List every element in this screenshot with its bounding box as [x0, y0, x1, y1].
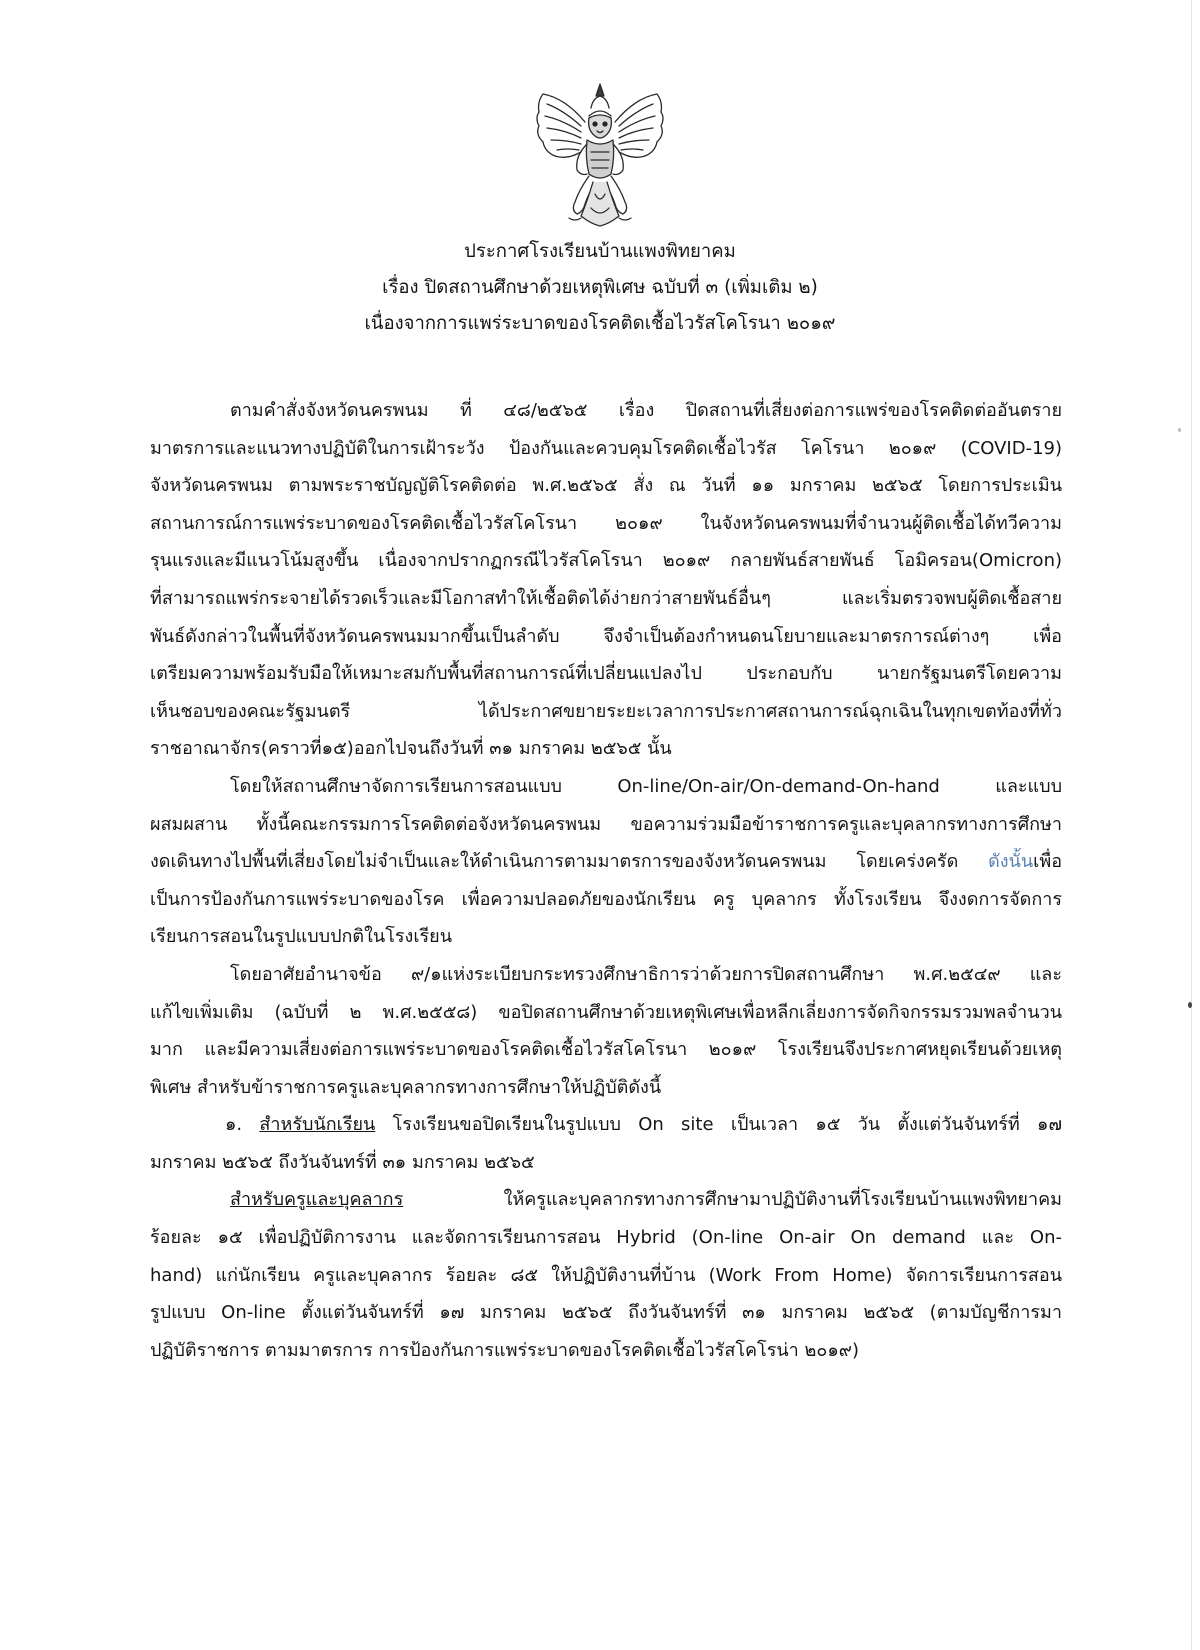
scan-speck [1188, 1002, 1192, 1008]
line-text: โรงเรียนขอปิดเรียนในรูปแบบ On site เป็นเวลา ๑๕ วัน ตั้งแต่วันจันทร์ที่ ๑๗ [375, 1114, 1062, 1136]
paragraph-line: โดยให้สถานศึกษาจัดการเรียนการสอนแบบ On-line/On-air/On-demand-On-hand และแบบ [230, 775, 1062, 797]
paragraph-line: ผสมผสาน ทั้งนี้คณะกรรมการโรคติดต่อจังหวัดนครพนม ขอความร่วมมือข้าราชการครูและบุคลากรทางการศึกษา [150, 813, 1062, 835]
students-item [150, 1106, 1062, 1144]
header-subject: เรื่อง ปิดสถานศึกษาด้วยเหตุพิเศษ ฉบับที่ ๓ (เพิ่มเติม ๒) [382, 277, 818, 298]
paragraph-line: สถานการณ์การแพร่ระบาดของโรคติดเชื้อไวรัสโคโรนา ๒๐๑๙ ในจังหวัดนครพนมที่จำนวนผู้ติดเชื้อได้ทวีความ [150, 512, 1062, 534]
paragraph-line: รุนแรงและมีแนวโน้มสูงขึ้น เนื่องจากปรากฏกรณีไวรัสโคโรนา ๒๐๑๙ กลายพันธ์สายพันธ์ โอมิครอน(Omicron) [150, 550, 1062, 572]
paragraph-line [150, 843, 1062, 881]
header-reason: เนื่องจากการแพร่ระบาดของโรคติดเชื้อไวรัสโคโรนา ๒๐๑๙ [364, 313, 836, 334]
paragraph-line: มาก และมีความเสี่ยงต่อการแพร่ระบาดของโรคติดเชื้อไวรัสโคโรนา ๒๐๑๙ โรงเรียนจึงประกาศหยุดเรียนด้วยเหตุ [150, 1039, 1062, 1061]
line-text: ให้ครูและบุคลากรทางการศึกษามาปฏิบัติงานที่โรงเรียนบ้านแพงพิทยาคม [403, 1189, 1062, 1211]
line-text: งดเดินทางไปพื้นที่เสี่ยงโดยไม่จำเป็นและให้ดำเนินการตามมาตรการของจังหวัดนครพนม โดยเคร่งครัด [150, 851, 989, 873]
highlighted-word: ดังนั้น [988, 851, 1034, 873]
paragraph-line: พันธ์ดังกล่าวในพื้นที่จังหวัดนครพนมมากขึ้นเป็นลำดับ จึงจำเป็นต้องกำหนดนโยบายและมาตรการณ์ต่างๆ เพื่อ [150, 625, 1062, 647]
paragraph-line: ที่สามารถแพร่กระจายได้รวดเร็วและมีโอกาสทำให้เชื้อติดได้ง่ายกว่าสายพันธ์อื่นๆ และเริ่มตรวจพบผู้ติดเชื้อสาย [150, 587, 1062, 609]
paragraph-line: ตามคำสั่งจังหวัดนครพนม ที่ ๔๘/๒๕๖๕ เรื่อง ปิดสถานที่เสี่ยงต่อการแพร่ของโรคติดต่ออันตราย [230, 400, 1062, 421]
paragraph-line: เตรียมความพร้อมรับมือให้เหมาะสมกับพื้นที่สถานการณ์ที่เปลี่ยนแปลงไป ประกอบกับ นายกรัฐมนตรีโดยความ [150, 663, 1062, 685]
item-number: ๑. [225, 1114, 260, 1136]
paragraph-line: ปฏิบัติราชการ ตามมาตรการ การป้องกันการแพร่ระบาดของโรคติดเชื้อไวรัสโคโรน่า ๒๐๑๙) [150, 1339, 859, 1361]
paragraph-line: มกราคม ๒๕๖๕ ถึงวันจันทร์ที่ ๓๑ มกราคม ๒๕๖๕ [150, 1151, 535, 1173]
paragraph-line: เรียนการสอนในรูปแบบปกติในโรงเรียน [150, 926, 452, 948]
paragraph-line: เป็นการป้องกันการแพร่ระบาดของโรค เพื่อความปลอดภัยของนักเรียน ครู บุคลากร ทั้งโรงเรียน จึงงดการจัดการ [150, 888, 1062, 910]
scan-edge [1191, 0, 1192, 1650]
line-text: เพื่อ [1033, 851, 1062, 873]
header-title: ประกาศโรงเรียนบ้านแพงพิทยาคม [464, 241, 736, 262]
teachers-item [150, 1181, 1062, 1219]
students-label: สำหรับนักเรียน [259, 1114, 376, 1136]
document-body [150, 392, 1062, 1369]
teachers-label: สำหรับครูและบุคลากร [230, 1189, 404, 1211]
scan-speck [1178, 428, 1181, 432]
paragraph-line: hand) แก่นักเรียน ครูและบุคลากร ร้อยละ ๘๕ ให้ปฏิบัติงานที่บ้าน (Work From Home) จัดการเรียนการสอน [150, 1264, 1062, 1286]
paragraph-line: โดยอาศัยอำนาจข้อ ๙/๑แห่งระเบียบกระทรวงศึกษาธิการว่าด้วยการปิดสถานศึกษา พ.ศ.๒๕๔๙ และ [230, 963, 1062, 985]
paragraph-line: ร้อยละ ๑๕ เพื่อปฏิบัติการงาน และจัดการเรียนการสอน Hybrid (On-line On-air On demand และ On- [150, 1227, 1062, 1249]
garuda-emblem-icon [525, 78, 675, 230]
paragraph-line: ราชอาณาจักร(คราวที่๑๕)ออกไปจนถึงวันที่ ๓๑ มกราคม ๒๕๖๕ นั้น [150, 738, 672, 760]
paragraph-line: พิเศษ สำหรับข้าราชการครูและบุคลากรทางการศึกษาให้ปฏิบัติดังนี้ [150, 1076, 662, 1098]
paragraph-line: มาตรการและแนวทางปฏิบัติในการเฝ้าระวัง ป้องกันและควบคุมโรคติดเชื้อไวรัส โคโรนา ๒๐๑๙ (COVID-19) [150, 437, 1062, 459]
paragraph-line: จังหวัดนครพนม ตามพระราชบัญญัติโรคติดต่อ พ.ศ.๒๕๖๕ สั่ง ณ วันที่ ๑๑ มกราคม ๒๕๖๕ โดยการประเมิน [150, 475, 1062, 497]
paragraph-line: เห็นชอบของคณะรัฐมนตรี ได้ประกาศขยายระยะเวลาการประกาศสถานการณ์ฉุกเฉินในทุกเขตท้องที่ทั่ว [150, 700, 1062, 722]
paragraph-line: รูปแบบ On-line ตั้งแต่วันจันทร์ที่ ๑๗ มกราคม ๒๕๖๕ ถึงวันจันทร์ที่ ๓๑ มกราคม ๒๕๖๕ (ตามบัญชีการมา [150, 1302, 1062, 1324]
paragraph-line: แก้ไขเพิ่มเติม (ฉบับที่ ๒ พ.ศ.๒๕๕๘) ขอปิดสถานศึกษาด้วยเหตุพิเศษเพื่อหลีกเลี่ยงการจัดกิจกรรมรวมพลจำนวน [150, 1001, 1062, 1023]
